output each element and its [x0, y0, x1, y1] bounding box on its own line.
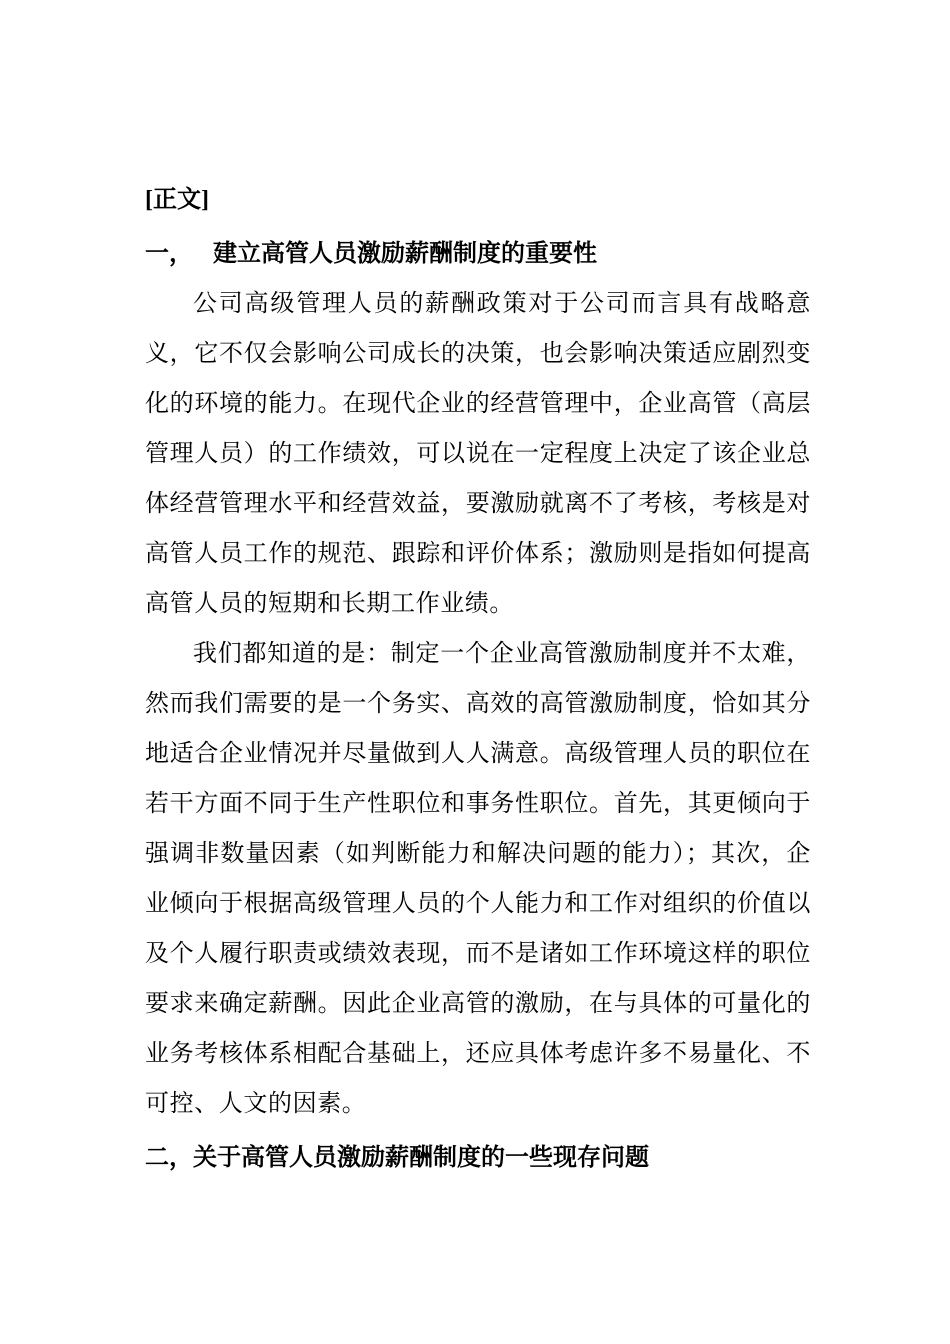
document-page: [145, 176, 811, 1182]
section-title-2: 关于高管人员激励薪酬制度的一些现存问题: [193, 1142, 649, 1171]
paragraph-1: 公司高级管理人员的薪酬政策对于公司而言具有战略意义，它不仅会影响公司成长的决策，也会影响决策适应剧烈变化的环境的能力。在现代企业的经营管理中，企业高管（高层管理人员）的工作绩效，可以说在一定程度上决定了该企业总体经营管理水平和经营效益，要激励就离不了考核，考核是对高管人员工作的规范、跟踪和评价体系；激励则是指如何提高高管人员的短期和长期工作业绩。: [145, 289, 811, 617]
section-number-2: 二，: [145, 1142, 193, 1171]
document-label: [正文]: [145, 187, 209, 213]
section-heading-1: [145, 228, 811, 278]
paragraph-2: 我们都知道的是：制定一个企业高管激励制度并不太难，然而我们需要的是一个务实、高效的高管激励制度，恰如其分地适合企业情况并尽量做到人人满意。高级管理人员的职位在若干方面不同于生产性职位和事务性职位。首先，其更倾向于强调非数量因素（如判断能力和解决问题的能力）；其次，企业倾向于根据高级管理人员的个人能力和工作对组织的价值以及个人履行职责或绩效表现，而不是诸如工作环境这样的职位要求来确定薪酬。因此企业高管的激励，在与具体的可量化的业务考核体系相配合基础上，还应具体考虑许多不易量化、不可控、人文的因素。: [145, 639, 811, 1117]
section-heading-2: [145, 1132, 811, 1182]
section-number-1: 一，: [145, 238, 193, 267]
section-title-1: 建立高管人员激励薪酬制度的重要性: [213, 238, 597, 267]
